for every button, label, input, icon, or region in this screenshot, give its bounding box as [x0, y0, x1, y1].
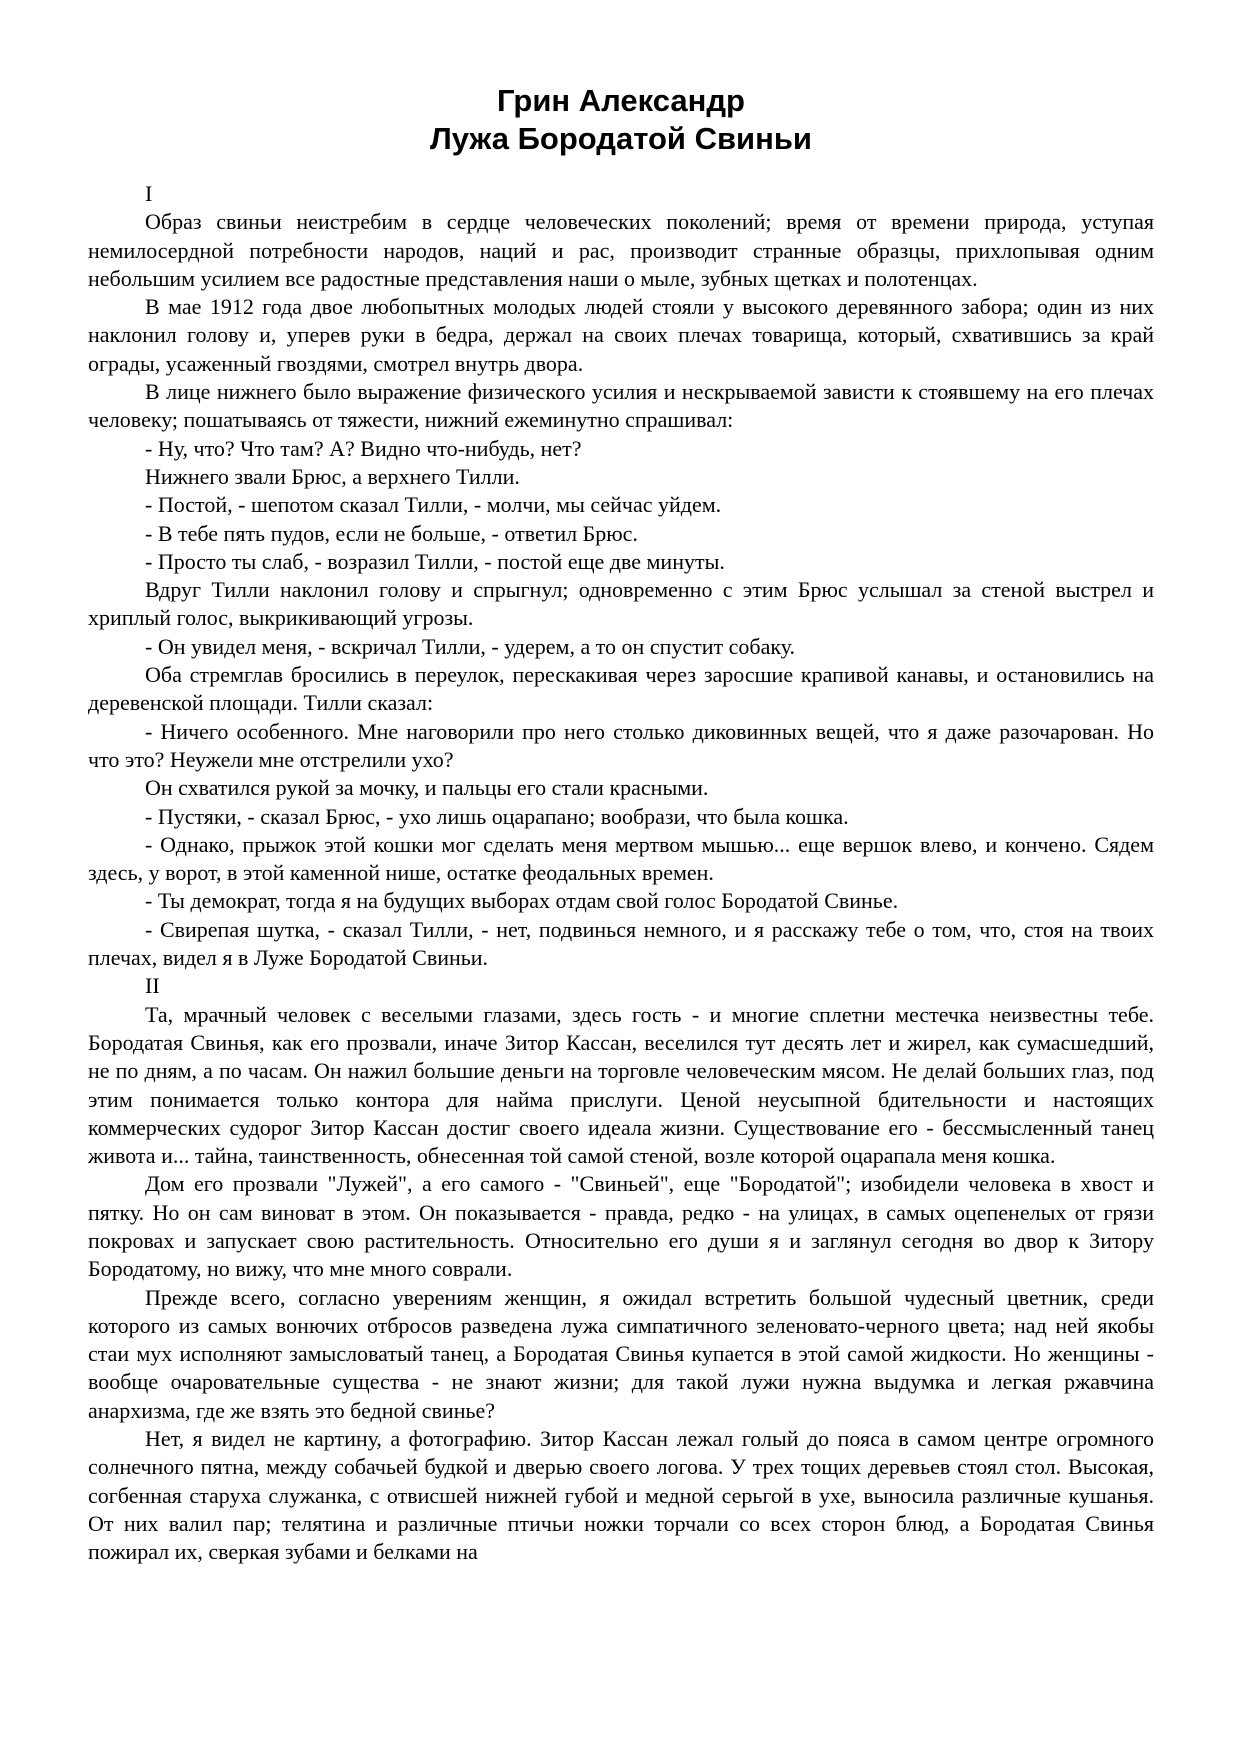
paragraph: Та, мрачный человек с веселыми глазами, здесь гость - и многие сплетни местечка неизвестны тебе. Бородатая Свинья, как его прозвали, иначе Зитор Кассан, веселился тут десять лет и жирел, как сумасшедший, не по дням, а по часам. Он нажил большие деньги на торговле человеческим мясом. Не делай больших глаз, под этим понимается только контора для найма прислуги. Ценой неусыпной бдительности и настоящих коммерческих судорог Зитор Кассан достиг своего идеала жизни. Существование его - бессмысленный танец живота и... тайна, таинственность, обнесенная той самой стеной, возле которой оцарапала меня кошка.: [88, 1001, 1154, 1169]
dialogue-line: - Однако, прыжок этой кошки мог сделать меня мертвом мышью... еще вершок влево, и кончено. Сядем здесь, у ворот, в этой каменной нише, остатке феодальных времен.: [88, 831, 1154, 886]
paragraph: В лице нижнего было выражение физического усилия и нескрываемой зависти к стоявшему на его плечах человеку; пошатываясь от тяжести, нижний ежеминутно спрашивал:: [88, 379, 1154, 433]
chapter-number: I: [145, 181, 153, 206]
dialogue-line: - В тебе пять пудов, если не больше, - ответил Брюс.: [145, 520, 638, 546]
author-name: Грин Александр: [497, 83, 745, 118]
chapter-number: II: [145, 973, 160, 999]
dialogue-line: - Постой, - шепотом сказал Тилли, - молчи, мы сейчас уйдем.: [145, 492, 722, 518]
document-heading: [88, 82, 1154, 158]
paragraph: Оба стремглав бросились в переулок, перескакивая через заросшие крапивой канавы, и остановились на деревенской площади. Тилли сказал:: [88, 662, 1154, 716]
dialogue-line: - Пустяки, - сказал Брюс, - ухо лишь оцарапано; вообрази, что была кошка.: [145, 803, 849, 829]
story-title: Лужа Бородатой Свиньи: [430, 121, 812, 156]
document-page: [88, 82, 1154, 1567]
dialogue-line: - Просто ты слаб, - возразил Тилли, - постой еще две минуты.: [145, 548, 725, 574]
paragraph: В мае 1912 года двое любопытных молодых людей стояли у высокого деревянного забора; один из них наклонил голову и, уперев руки в бедра, держал на своих плечах товарища, который, схватившись за край ограды, усаженный гвоздями, смотрел внутрь двора.: [88, 294, 1154, 376]
paragraph: Нижнего звали Брюс, а верхнего Тилли.: [145, 463, 520, 489]
story-text: [88, 180, 1154, 1567]
paragraph: Вдруг Тилли наклонил голову и спрыгнул; одновременно с этим Брюс услышал за стеной выстрел и хриплый голос, выкрикивающий угрозы.: [88, 577, 1154, 631]
paragraph: Прежде всего, согласно уверениям женщин, я ожидал встретить большой чудесный цветник, среди которого из самых вонючих отбросов разведена лужа симпатичного зеленовато-черного цвета; над ней якобы стаи мух исполняют замысловатый танец, а Бородатая Свинья купается в этой самой жидкости. Но женщины - вообще очаровательные существа - не знают жизни; для такой лужи нужна выдумка и легкая ржавчина анархизма, где же взять это бедной свинье?: [88, 1284, 1154, 1423]
paragraph: Образ свиньи неистребим в сердце человеческих поколений; время от времени природа, уступая немилосердной потребности народов, наций и рас, производит странные образцы, прихлопывая одним небольшим усилием все радостные представления наши о мыле, зубных щетках и полотенцах.: [88, 209, 1154, 291]
dialogue-line: - Ну, что? Что там? А? Видно что-нибудь, нет?: [145, 435, 582, 461]
dialogue-line: - Он увидел меня, - вскричал Тилли, - удерем, а то он спустит собаку.: [145, 633, 796, 659]
dialogue-line: - Ты демократ, тогда я на будущих выборах отдам свой голос Бородатой Свинье.: [145, 888, 899, 914]
paragraph: Он схватился рукой за мочку, и пальцы его стали красными.: [145, 775, 709, 801]
dialogue-line: - Свирепая шутка, - сказал Тилли, - нет, подвинься немного, и я расскажу тебе о том, что, стоя на твоих плечах, видел я в Луже Бородатой Свиньи.: [88, 916, 1154, 971]
paragraph: Дом его прозвали "Лужей", а его самого - "Свиньей", еще "Бородатой"; изобидели человека в хвост и пятку. Но он сам виноват в этом. Он показывается - правда, редко - на улицах, в самых оцепенелых от грязи покровах и запускает свою растительность. Относительно его души я и заглянул сегодня во двор к Зитору Бородатому, но вижу, что мне много соврали.: [88, 1171, 1154, 1282]
dialogue-line: - Ничего особенного. Мне наговорили про него столько диковинных вещей, что я даже разочарован. Но что это? Неужели мне отстрелили ухо?: [88, 718, 1154, 772]
paragraph: Нет, я видел не картину, а фотографию. Зитор Кассан лежал голый до пояса в самом центре огромного солнечного пятна, между собачьей будкой и дверью своего логова. У трех тощих деревьев стоял стол. Высокая, согбенная старуха служанка, с отвисшей нижней губой и медной серьгой в ухе, выносила различные кушанья. От них валил пар; телятина и различные птичьи ножки торчали со всех сторон блюд, а Бородатая Свинья пожирал их, сверкая зубами и белками на: [88, 1426, 1154, 1565]
